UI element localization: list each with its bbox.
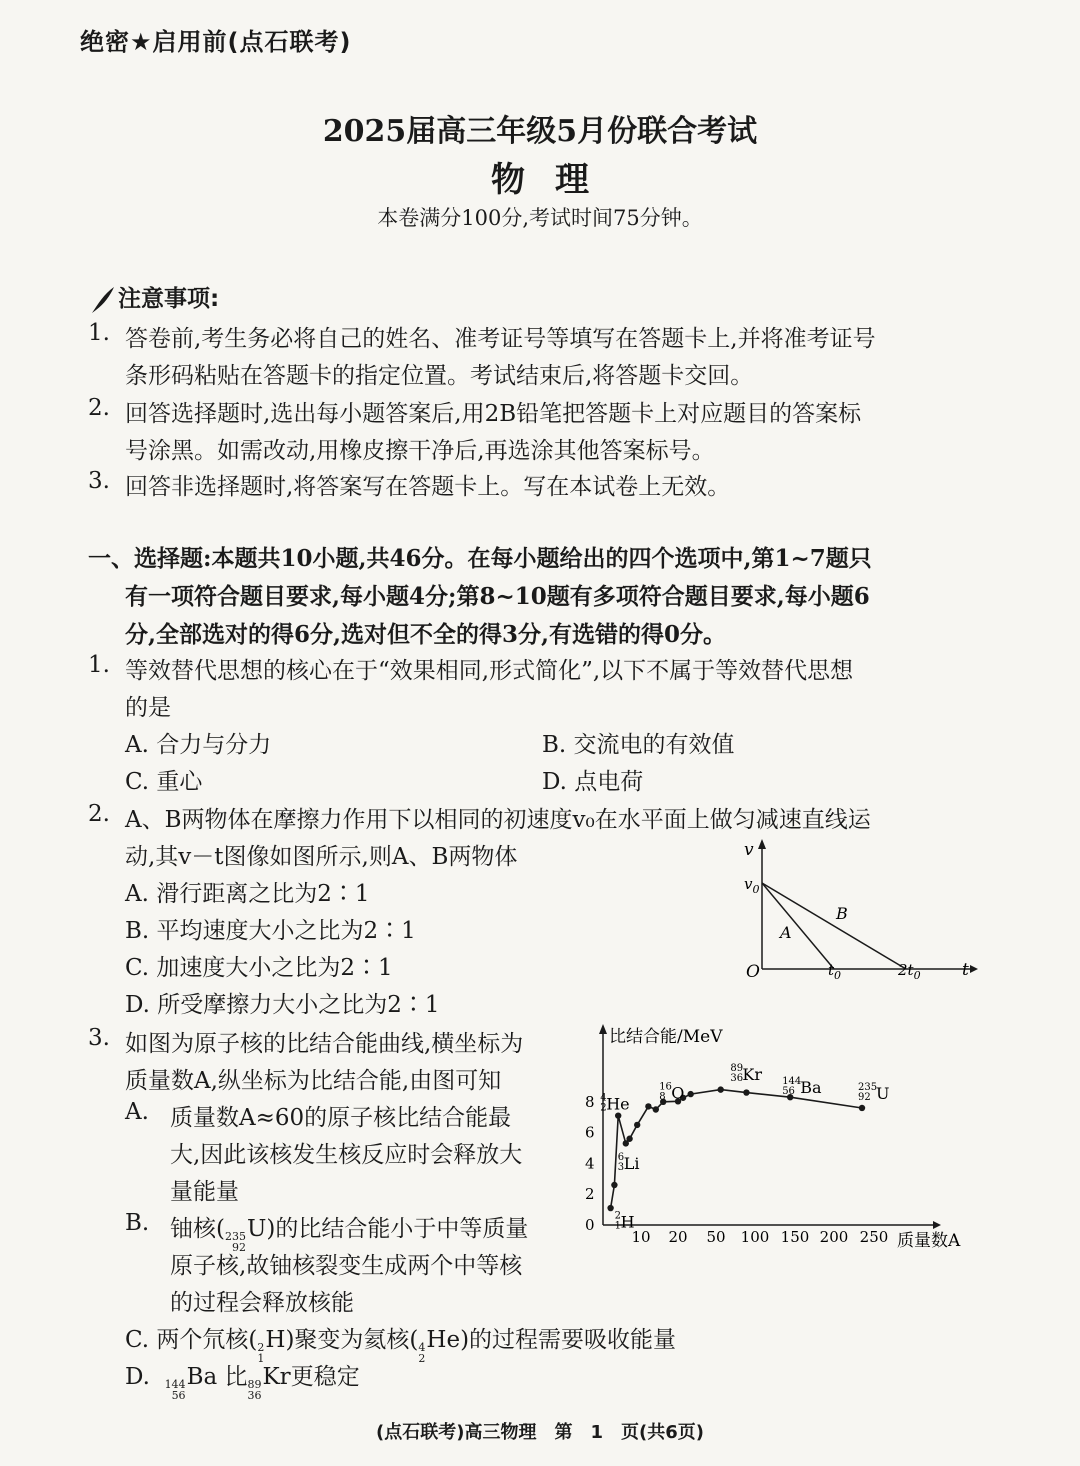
be-y-arrow (599, 1024, 607, 1034)
q3-option-b-line-2: 原子核,故铀核裂变生成两个中等核 (170, 1253, 523, 1279)
notice-item-3-text: 回答非选择题时,将答案写在答题卡上。写在本试卷上无效。 (125, 474, 731, 500)
be-xtick-50: 50 (706, 1228, 726, 1246)
vt-t0-label: $t_0$ (828, 961, 842, 982)
be-label-o (659, 1082, 684, 1103)
be-label-u (858, 1082, 889, 1103)
q1-number: 1. (88, 652, 110, 678)
q3-option-c: C. 两个氘核( 2 1 H)聚变为氦核( 4 2 He)的过程需要吸收能量 (125, 1327, 677, 1365)
q2-number: 2. (88, 801, 110, 827)
q2-option-c: C. 加速度大小之比为2∶1 (125, 955, 393, 981)
q3-stem-line-2: 质量数A,纵坐标为比结合能,由图可知 (125, 1068, 502, 1094)
q3-option-b-line-3: 的过程会释放核能 (170, 1290, 354, 1316)
svg-text:2: 2 (600, 1102, 607, 1114)
be-x-arrow (933, 1221, 941, 1229)
be-label-kr (730, 1063, 762, 1084)
notice-item-2-text: 回答选择题时,选出每小题答案后,用2B铅笔把答题卡上对应题目的答案标 (125, 401, 862, 427)
svg-text:Kr: Kr (742, 1065, 763, 1085)
q2-stem-line-2: 动,其v－t图像如图所示,则A、B两物体 (125, 844, 518, 870)
be-point-56 (717, 1086, 723, 1092)
notice-heading: 注意事项: (90, 280, 219, 314)
svg-text:56: 56 (782, 1086, 795, 1098)
be-label-ba (782, 1076, 822, 1097)
vt-v0-label: $v_0$ (744, 875, 760, 896)
notice-item-1-text-cont: 条形码粘贴在答题卡的指定位置。考试结束后,将答题卡交回。 (125, 363, 754, 389)
be-ytick-8: 8 (585, 1092, 595, 1111)
vt-x-label: t (962, 960, 969, 980)
vt-y-arrow (758, 839, 766, 849)
section1-line-1: 一、选择题:本题共10小题,共46分。在每小题给出的四个选项中,第1~7题只 (88, 545, 872, 572)
be-label-li (618, 1152, 640, 1173)
svg-text:144: 144 (782, 1076, 802, 1088)
svg-text:U: U (876, 1084, 890, 1104)
confidential-label: 绝密★启用前(点石联考) (80, 28, 352, 56)
section1-line-3: 分,全部选对的得6分,选对但不全的得3分,有选错的得0分。 (125, 621, 727, 648)
notice-item-1-num: 1. (88, 320, 110, 346)
notice-item-3-num: 3. (88, 468, 110, 494)
svg-text:O: O (671, 1083, 685, 1103)
q3-option-b-line-1: 铀核( 235 92 U)的比结合能小于中等质量 (170, 1216, 529, 1254)
svg-text:4: 4 (600, 1092, 607, 1104)
notice-item-2-text-cont: 号涂黑。如需改动,用橡皮擦干净后,再选涂其他答案标号。 (125, 438, 715, 464)
vt-line-a (762, 883, 834, 969)
q3-stem-line-1: 如图为原子核的比结合能曲线,横坐标为 (125, 1031, 524, 1057)
svg-text:Li: Li (623, 1153, 640, 1173)
svg-text:89: 89 (730, 1063, 744, 1075)
vt-graph (730, 835, 980, 985)
vt-x-arrow (970, 965, 978, 973)
svg-text:6: 6 (617, 1151, 625, 1163)
q1-option-b: B. 交流电的有效值 (542, 732, 735, 758)
q2-option-d: D. 所受摩擦力大小之比为2∶1 (125, 992, 440, 1018)
q1-option-d: D. 点电荷 (542, 769, 644, 795)
svg-text:16: 16 (659, 1081, 672, 1093)
q3-option-a-label: A. (125, 1099, 149, 1125)
be-point-9 (634, 1122, 640, 1128)
be-y-label: 比结合能/MeV (609, 1027, 723, 1047)
u235-nuclide-index: 235 92 (224, 1230, 246, 1254)
be-xtick-200: 200 (819, 1228, 849, 1246)
vt-origin-label: O (746, 962, 760, 982)
be-xtick-20: 20 (668, 1228, 688, 1246)
svg-text:H: H (620, 1212, 635, 1232)
subject-title: 物理 (491, 160, 619, 200)
be-xtick-150: 150 (780, 1228, 810, 1246)
q1-stem-line-2: 的是 (125, 695, 171, 721)
be-xtick-10: 10 (631, 1228, 651, 1246)
quill-icon (90, 286, 116, 314)
notice-item-1-text: 答卷前,考生务必将自己的姓名、准考证号等填写在答题卡上,并将准考证号 (125, 326, 876, 352)
q2-option-a: A. 滑行距离之比为2∶1 (125, 881, 370, 907)
q1-option-a: A. 合力与分力 (125, 732, 272, 758)
svg-text:3: 3 (617, 1161, 625, 1173)
be-point-7 (626, 1136, 632, 1142)
svg-text:92: 92 (858, 1092, 871, 1104)
svg-text:He: He (606, 1094, 630, 1114)
q3-option-a-line-2: 大,因此该核发生核反应时会释放大 (170, 1142, 523, 1168)
vt-line-a-label: A (780, 923, 792, 942)
svg-text:1: 1 (614, 1220, 621, 1232)
be-xtick-100: 100 (740, 1228, 770, 1246)
be-ytick-6: 6 (585, 1123, 595, 1142)
q2-option-b: B. 平均速度大小之比为2∶1 (125, 918, 416, 944)
be-point-2 (607, 1205, 613, 1211)
q1-stem-line-1: 等效替代思想的核心在于“效果相同,形式简化”,以下不属于等效替代思想 (125, 658, 854, 684)
section1-line-2: 有一项符合题目要求,每小题4分;第8~10题有多项符合题目要求,每小题6 (125, 583, 870, 610)
q2-stem-line-1: A、B两物体在摩擦力作用下以相同的初速度v₀在水平面上做匀减速直线运 (125, 807, 871, 833)
be-point-3 (611, 1182, 617, 1188)
be-ytick-2: 2 (585, 1185, 595, 1204)
be-x-label: 质量数A (897, 1231, 961, 1251)
binding-energy-chart (575, 1018, 975, 1258)
vt-y-label: v (744, 840, 754, 860)
exam-title: 2025届高三年级5月份联合考试 (322, 114, 758, 149)
q3-option-a-line-1: 质量数A≈60的原子核比结合能最 (170, 1105, 512, 1131)
be-point-89 (743, 1089, 749, 1095)
be-xtick-250: 250 (859, 1228, 889, 1246)
be-label-he (600, 1093, 629, 1114)
be-point-235 (859, 1105, 865, 1111)
vt-line-b-label: B (836, 904, 848, 923)
svg-text:36: 36 (730, 1073, 744, 1085)
notice-item-2-num: 2. (88, 395, 110, 421)
vt-2t0-label: $2t_0$ (898, 961, 921, 982)
q3-option-b-label: B. (125, 1210, 150, 1236)
be-ytick-4: 4 (585, 1154, 595, 1173)
be-point-14 (653, 1106, 659, 1112)
svg-text:Ba: Ba (800, 1078, 822, 1098)
be-ytick-0: 0 (585, 1216, 595, 1234)
be-label-h (615, 1210, 635, 1231)
q1-option-c: C. 重心 (125, 769, 203, 795)
svg-text:2: 2 (614, 1210, 621, 1222)
be-point-30 (687, 1091, 693, 1097)
q3-option-d: D. 144 56 Ba 比 89 36 Kr更稳定 (125, 1364, 360, 1402)
q3-option-a-line-3: 量能量 (170, 1179, 239, 1205)
q3-number: 3. (88, 1025, 110, 1051)
page-footer: (点石联考)高三物理 第 1 页(共6页) (376, 1422, 704, 1443)
be-point-12 (645, 1103, 651, 1109)
svg-text:235: 235 (858, 1082, 878, 1094)
svg-text:8: 8 (659, 1091, 666, 1103)
score-time-line: 本卷满分100分,考试时间75分钟。 (377, 206, 703, 230)
